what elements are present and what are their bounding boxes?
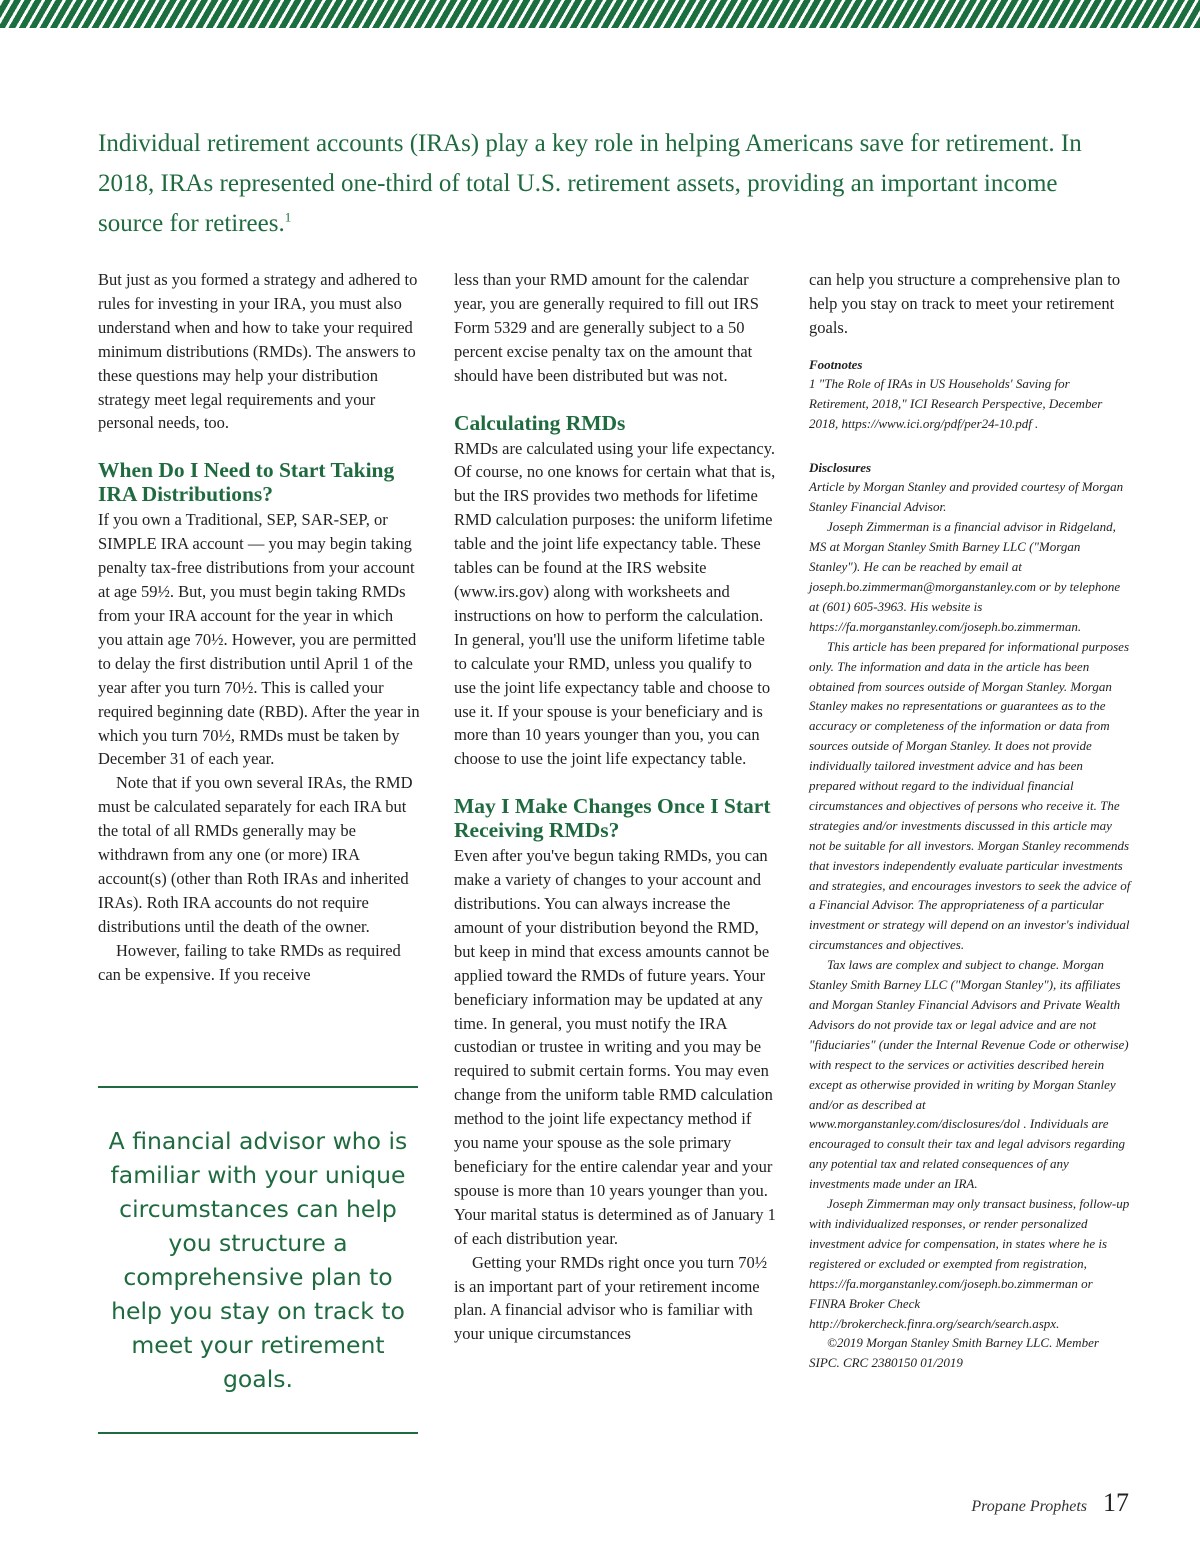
intro-footnote-mark: 1 [284, 209, 292, 225]
disclosure-paragraph: Tax laws are complex and subject to change. Morgan Stanley Smith Barney LLC ("Morgan Stanley"), its affiliates and Morgan Stanley Financial Advisors and Private Wealth Advisors do not provide tax or legal advice and are not "fiduciaries" (under the Internal Revenue Code or otherwise) with respect to the services or activities described herein except as otherwise provided in writing by Morgan Stanley and/or as described at www.morganstanley.com/disclosures/dol . Individuals are encouraged to consult their tax and legal advisors regarding any potential tax and related consequences of any investments made under an IRA. [809, 957, 1129, 1192]
disclosure-paragraph: Joseph Zimmerman may only transact business, follow-up with individualized responses, or render personalized investment advice for compensation, in states where he is registered or excluded or exempted from registration, https://fa.morganstanley.com/joseph.bo.zimmerman or FINRA Broker Check http://brokercheck.finra.org/search/search.aspx. [809, 1196, 1130, 1331]
footnote-1: 1 "The Role of IRAs in US Households' Saving for Retirement, 2018," ICI Research Perspective, December 2018, https://www.ici.org/pdf/per24-10.pdf . [809, 375, 1103, 431]
col2-paragraph: RMDs are calculated using your life expectancy. Of course, no one knows for certain what that is, but the IRS provides two methods for lifetime RMD calculation purposes: the uniform lifetime table and the joint life expectancy table. These tables can be found at the IRS website (www.irs.gov) along with worksheets and instructions on how to perform the calculation. In general, you'll use the uniform lifetime table to calculate your RMD, unless you qualify to use the joint life expectancy table and choose to use it. If your spouse is your beneficiary and is more than 10 years younger than you, you can choose to use the joint life expectancy table. [454, 438, 776, 769]
section-heading-when-start: When Do I Need to Start Taking IRA Distributions? [98, 458, 395, 507]
decorative-striped-band [0, 0, 1200, 28]
col1-paragraph: Note that if you own several IRAs, the RMD must be calculated separately for each IRA but the total of all RMDs generally may be withdrawn from any one (or more) IRA account(s) (other than Roth IRAs and inherited IRAs). Roth IRA accounts do not require distributions until the death of the owner. [98, 773, 413, 936]
column-3 [809, 268, 1131, 1373]
pullquote: A financial advisor who is familiar with your unique circumstances can help you structure a comprehensive plan to help you stay on track to meet your retirement goals. [108, 1127, 408, 1393]
disclosure-paragraph: Article by Morgan Stanley and provided courtesy of Morgan Stanley Financial Advisor. [809, 479, 1124, 515]
pullquote-top-rule [98, 1086, 418, 1088]
disclosure-paragraph: This article has been prepared for informational purposes only. The information and data in the article has been obtained from sources outside of Morgan Stanley. Morgan Stanley makes no representations or guarantees as to the accuracy or completeness of the information or data from sources outside of Morgan Stanley. It does not provide individually tailored investment advice and has been prepared without regard to the individual financial circumstances and objectives of persons who receive it. The strategies and/or investments discussed in this article may not be suitable for all investors. Morgan Stanley recommends that investors independently evaluate particular investments and strategies, and encourages investors to seek the advice of a Financial Advisor. The appropriateness of a particular investment or strategy will depend on an investor's individual circumstances and objectives. [809, 638, 1131, 953]
col1-paragraph: However, failing to take RMDs as required can be expensive. If you receive [98, 940, 401, 984]
page-footer [971, 1488, 1129, 1518]
section-heading-changes: May I Make Changes Once I Start Receiving RMDs? [454, 794, 771, 843]
col2-paragraph: Getting your RMDs right once you turn 70½ is an important part of your retirement income plan. A financial advisor who is familiar with your unique circumstances [454, 1252, 768, 1344]
publication-name: Propane Prophets [971, 1498, 1087, 1515]
column-1 [98, 268, 420, 986]
column-2 [454, 268, 776, 1346]
disclosure-paragraph: Joseph Zimmerman is a financial advisor in Ridgeland, MS at Morgan Stanley Smith Barney LLC ("Morgan Stanley"). He can be reached by email at joseph.bo.zimmerman@morganstanley.com or by telephone at (601) 605-3963. His website is https://fa.morganstanley.com/joseph.bo.zimmerman. [809, 519, 1121, 634]
page-number: 17 [1103, 1488, 1129, 1517]
col2-paragraph: Even after you've begun taking RMDs, you can make a variety of changes to your account and distributions. You can always increase the amount of your distribution beyond the RMD, but keep in mind that excess amounts cannot be applied toward the RMDs of future years. Your beneficiary information may be updated at any time. In general, you must notify the IRA custodian or trustee in writing and you may be required to submit certain forms. You may even change from the uniform table RMD calculation method to the joint life expectancy method if you name your spouse as the sole primary beneficiary for the entire calendar year and your spouse is more than 10 years younger than you. Your marital status is determined as of January 1 of each distribution year. [454, 846, 776, 1248]
disclosures-heading: Disclosures [809, 460, 872, 476]
pullquote-bottom-rule [98, 1432, 418, 1434]
col3-paragraph: can help you structure a comprehensive plan to help you stay on track to meet your retirement goals. [809, 270, 1121, 337]
intro-deck [98, 124, 1108, 244]
copyright-line: ©2019 Morgan Stanley Smith Barney LLC. Member SIPC. CRC 2380150 01/2019 [809, 1335, 1099, 1371]
col1-paragraph: If you own a Traditional, SEP, SAR-SEP, or SIMPLE IRA account — you may begin taking penalty tax-free distributions from your account at age 59½. But, you must begin taking RMDs from your IRA account for the year in which you attain age 70½. However, you are permitted to delay the first distribution until April 1 of the year after you turn 70½. This is called your required beginning date (RBD). After the year in which you turn 70½, RMDs must be taken by December 31 of each year. [98, 510, 420, 769]
col1-paragraph: But just as you formed a strategy and adhered to rules for investing in your IRA, you must also understand when and how to take your required minimum distributions (RMDs). The answers to these questions may help your distribution strategy meet legal requirements and your personal needs, too. [98, 270, 418, 433]
col2-paragraph: less than your RMD amount for the calendar year, you are generally required to fill out IRS Form 5329 and are generally subject to a 50 percent excise penalty tax on the amount that should have been distributed but was not. [454, 270, 759, 385]
section-heading-calculating: Calculating RMDs [454, 410, 626, 435]
intro-text: Individual retirement accounts (IRAs) play a key role in helping Americans save for retirement. In 2018, IRAs represented one-third of total U.S. retirement assets, providing an important income source for retirees. [98, 130, 1082, 237]
footnotes-heading: Footnotes [809, 356, 863, 372]
